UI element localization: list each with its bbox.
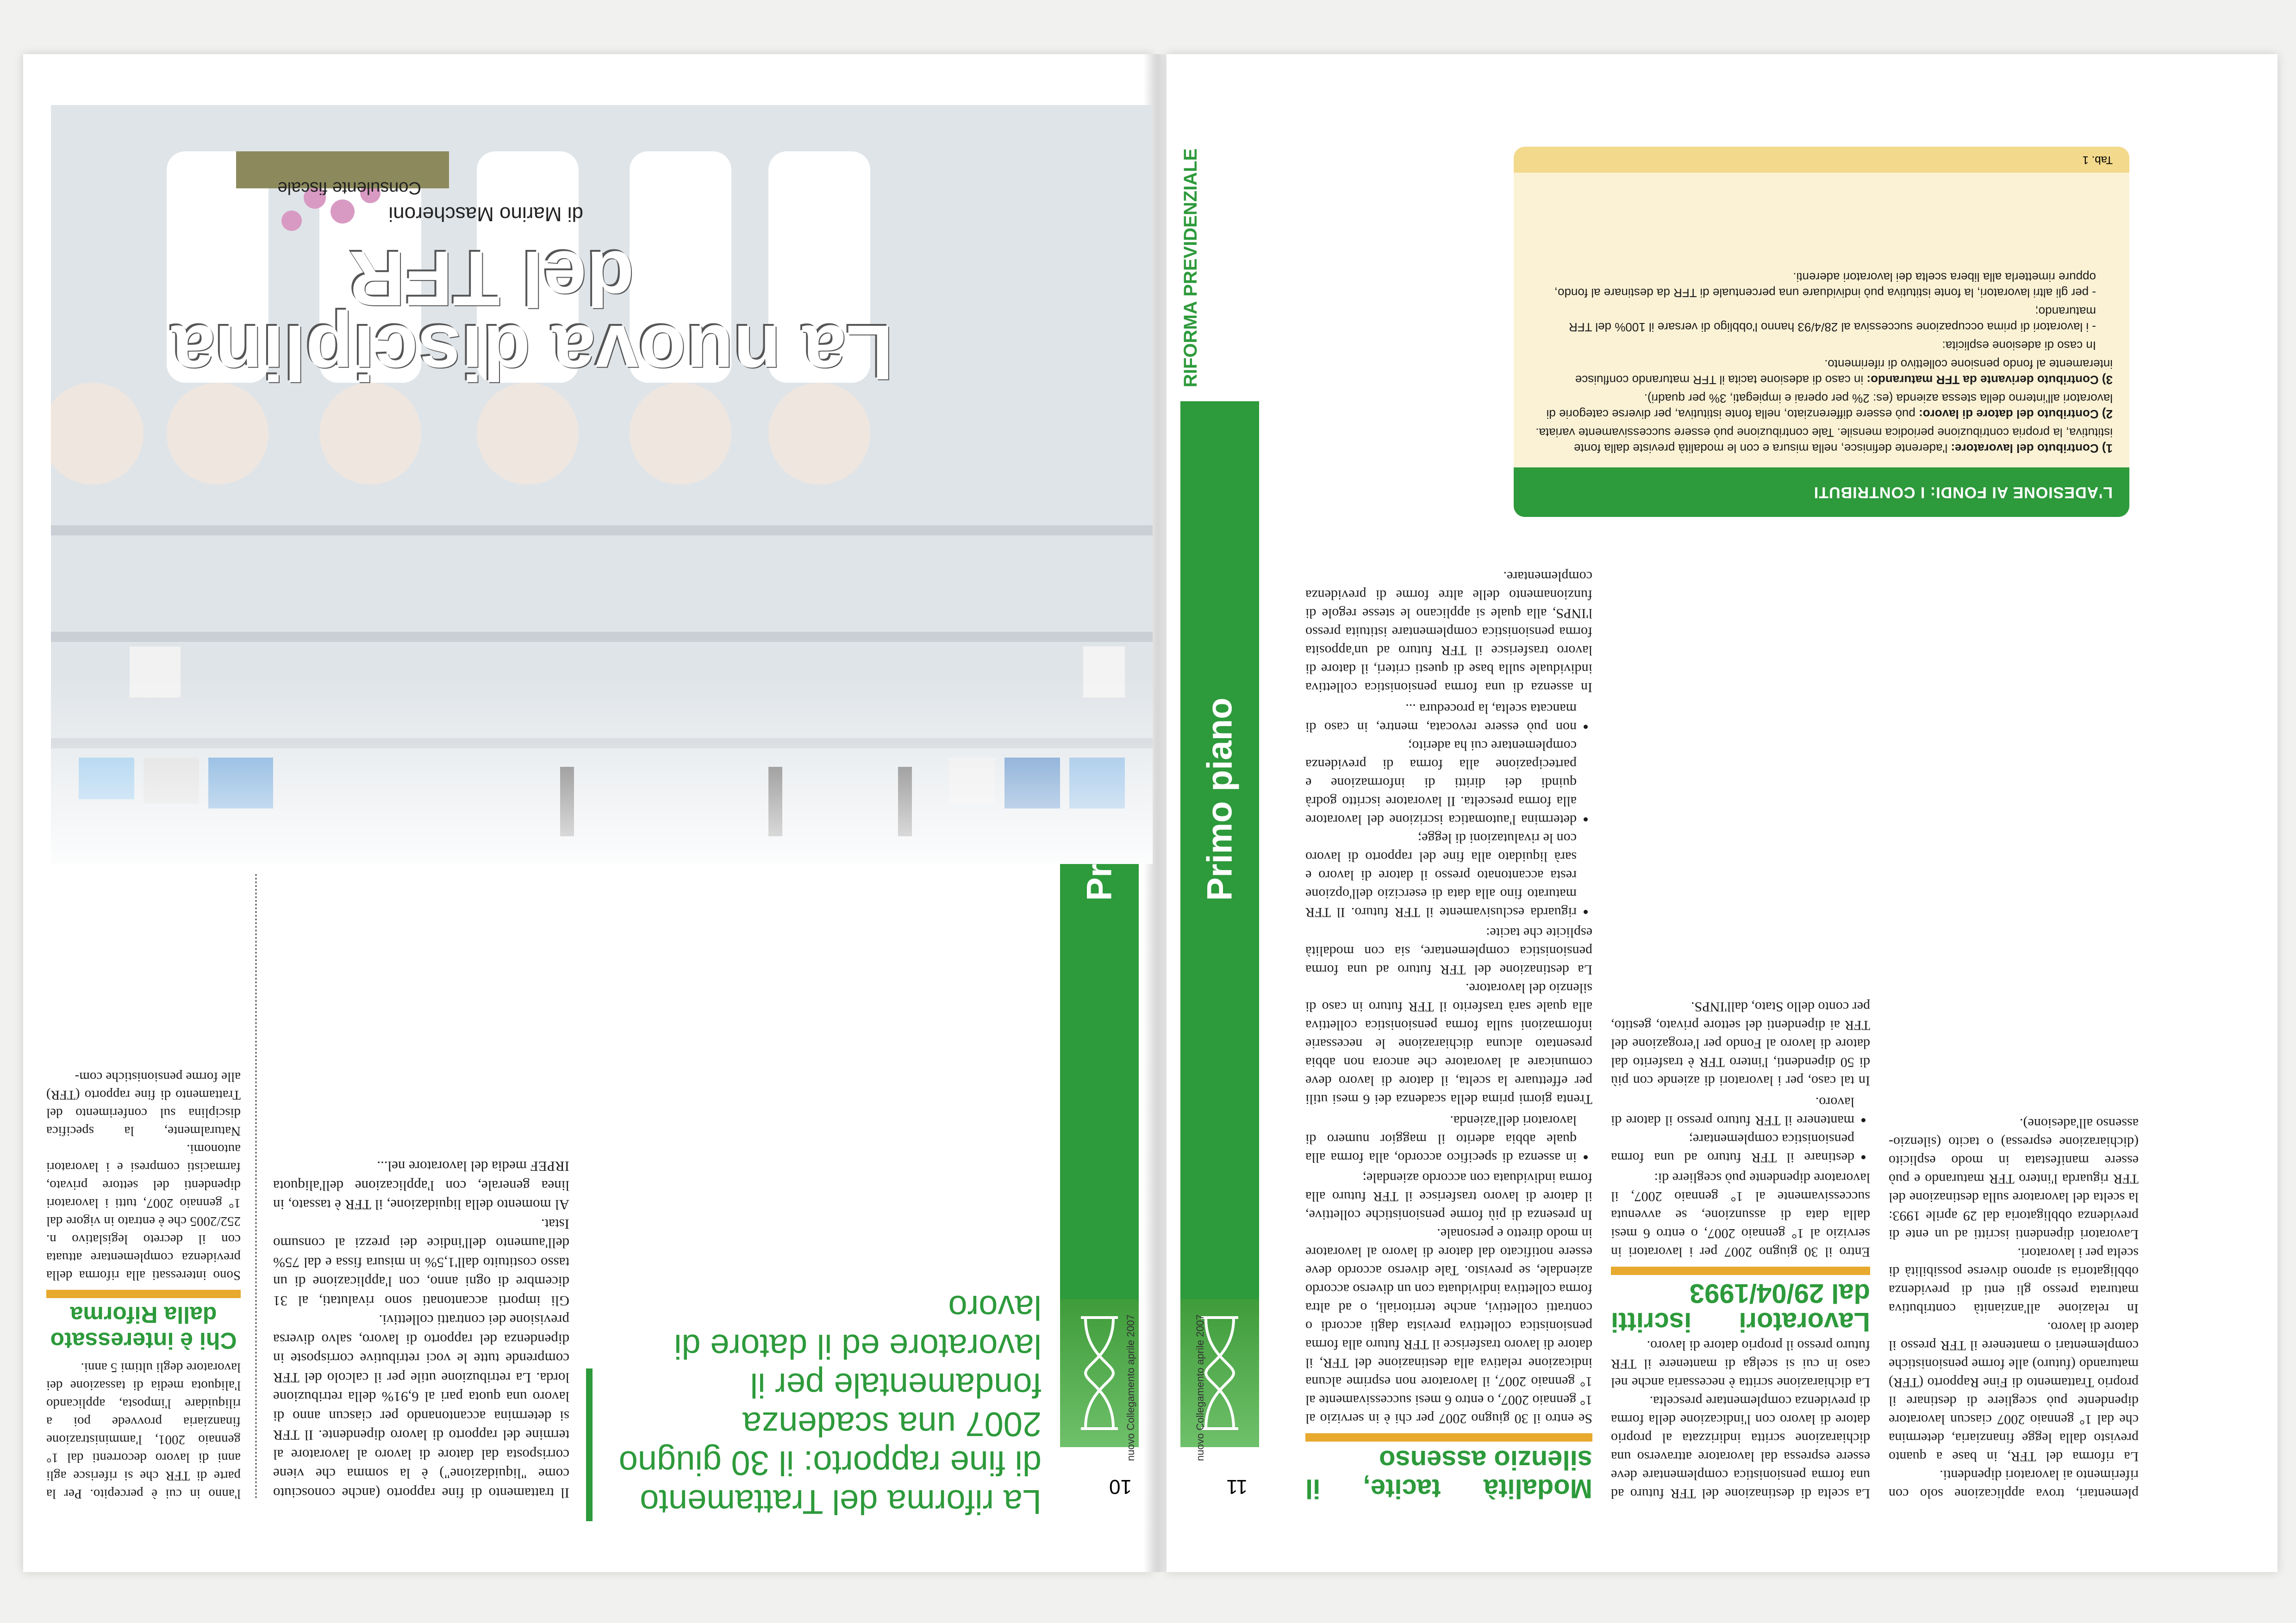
paragraph: La riforma del TFR, in base a quanto previsto dalla legge finanziaria, determina che dal 1° gennaio 2007 ciascun lavoratore dipendente può scegliere di destinare il proprio Trattamento di Fine Rapporto (TFR) maturando (futuro) alle forme pensionistiche complementari o mantenere il TFR presso il datore di lavoro. (1889, 1319, 2139, 1464)
paragraph: Entro il 30 giugno 2007 per i lavoratori in servizio al 1° gennaio 2007, o entro 6 mesi dalla data di assunzione, se avvenuta successivamente al 1° gennaio 2007, il lavoratore dipendente può scegliere di: (1611, 1170, 1870, 1260)
box-body (1514, 269, 2129, 467)
paragraph: La scelta di destinazione del TFR futuro ad una forma pensionistica complementare deve essere espressa dal lavoratore attraverso una dichiarazione scritta indirizzata al proprio datore di lavoro con l'indicazione della forma di previdenza complementare prescelta. (1611, 1393, 1870, 1501)
section-title: Primo piano (1200, 697, 1240, 901)
subtitle: La riforma del Trattamento di fine rapporto: il 30 giugno 2007 una scadenza fondamentale per il lavoratore ed il datore di lavoro (618, 1288, 1042, 1521)
running-head: nuovo Collegamento aprile 2007 (1194, 1314, 1206, 1461)
section-heading: Chi è interessato dalla Riforma (46, 1290, 241, 1354)
box-item-text: l'aderente definisce, nella misura e con le modalità previste dalla fonte istitutiva, la propria contribuzione periodica mensile. Tale contribuzione può essere successivamente variata. (1535, 426, 2113, 455)
hourglass-icon (1076, 1313, 1123, 1433)
box-bullet-text: i lavoratori di prima occupazione successiva al 28/4/93 hanno l'obbligo di versare il 100% del TFR maturando; (1569, 305, 2096, 334)
paragraph: l'anno in cui è percepito. Per la parte di TFR che si riferisce agli anni di lavoro decorrenti dal 1° gennaio 2001, l'amministrazione finanziaria provvede poi a riliquidare l'imposta, applicando l'aliquota media di tassazione dei lavoratore degli ultimi 5 anni. (46, 1360, 241, 1501)
contributions-table-box (1514, 147, 2129, 517)
column-divider (255, 873, 257, 1498)
article-title-line1: La nuova disciplina (171, 309, 893, 396)
list-item: • destinare il TFR futuro ad una forma pensionistica complementare; (1611, 1130, 1854, 1167)
article-col-1 (273, 1157, 569, 1503)
paragraph: Sono interessati alla riforma della previdenza complementare attuata con il decreto legislativo n. 252/2005 che è entrato in vigore dal 1° gennaio 2007, tutti i lavoratori dipendenti del settore privato, farmacisti compresi e i lavoratori autonomi. (46, 1142, 241, 1283)
section-label: RIFORMA PREVIDENZIALE (1180, 148, 1201, 387)
pharmacy-photo (51, 105, 1153, 864)
section-bar (1180, 401, 1259, 1447)
section-heading: Lavoratori iscritti dal 29/04/1993 (1611, 1267, 1870, 1336)
bullet-list (1305, 1111, 1592, 1167)
article-col-continued (1889, 1114, 2139, 1503)
pharmacy-staff-image (51, 105, 1153, 864)
box-item-text: può essere differenziato, nella fonte istitutiva, per diverse categorie di lavoratori all'interno della stessa azienda (es: 2% per operai e impiegati, 3% per quadri). (1546, 392, 2113, 421)
box-item (1530, 356, 2113, 388)
box-footer: Tab. 1 (1514, 147, 2129, 173)
article-col-silenzio (1305, 567, 1592, 1503)
paragraph: Lavoratori dipendenti iscritti ad un ente di previdenza obbligatoria dal 29 aprile 1993: la scelta del lavoratore sulla destinazione del TFR riguarda l'intero TFR maturando e può essere manifestata in modo esplicito (dichiarazione espressa) o tacito (silenzio-assenso all'adesione). (1889, 1116, 2139, 1242)
box-item-text: in caso di adesione tacita il TFR maturando confluisce interamente al fondo pensione collettivo di riferimento. (1575, 357, 2113, 387)
list-item: • non può essere revocata, mentre, in caso di mancata scelta, la procedura ... (1305, 699, 1577, 736)
running-head: nuovo Collegamento aprile 2007 (1125, 1314, 1136, 1461)
paragraph: Naturalmente, la specifica disciplina sul conferimento del Trattamento di fine rapporto (TFR) alle forme pensionistiche com- (46, 1070, 241, 1138)
box-item-label: 1) Contributo del lavoratore: (1951, 442, 2113, 455)
box-item (1530, 425, 2113, 456)
section-heading: Modalità tacite, il silenzio assenso (1305, 1433, 1592, 1503)
page-number: 11 (1226, 1475, 1248, 1498)
bullet-list (1611, 1093, 1870, 1167)
paragraph: Gli importi accantonati sono rivalutati, al 31 dicembre di ogni anno, con l'applicazione di un tasso costituito dall'1,5% in misura fissa e dal 75% dell'aumento dell'indice dei prezzi al consumo Istat. (273, 1216, 569, 1309)
byline: di Marino Mascheroni (388, 203, 583, 225)
paragraph: In relazione all'anzianità contributiva maturata presso gli enti di previdenza obbligatoria si aprono diverse possibilità di scelta per i lavoratori. (1889, 1245, 2139, 1316)
list-item: • mantenere il TFR futuro presso il datore di lavoro. (1611, 1093, 1854, 1130)
paragraph: La destinazione del TFR futuro ad una forma pensionistica complementare, sia con modalità esplicite che tacite: (1305, 925, 1592, 977)
box-bullet-text: per gli altri lavoratori, la fonte istitutiva può individuare una percentuale di TFR da destinare al fondo, oppure rimetterla alla libera scelta dei lavoratori aderenti. (1554, 270, 2096, 300)
paragraph: In presenza di più forme pensionistiche collettive, il datore di lavoro trasferisce il TFR futuro alla forma individuata con accordo aziendale; (1305, 1170, 1592, 1223)
paragraph: La dichiarazione scritta è necessaria anche nel caso in cui si scelga di mantenere il TFR futuro presso il proprio datore di lavoro. (1611, 1338, 1870, 1390)
list-item: • determina l'automatica iscrizione del lavoratore alla forma prescelta. Il lavoratore iscritto godrà quindi dei diritti di informazione e partecipazione alla forma di previdenza complementare cui ha aderito; (1305, 736, 1577, 829)
page-number: 10 (1109, 1475, 1132, 1498)
article-col-2 (46, 1068, 241, 1503)
box-title: L'ADESIONE AI FONDI: I CONTRIBUTI (1514, 467, 2129, 517)
box-bullet: - i lavoratori di prima occupazione successiva al 28/4/93 hanno l'obbligo di versare il 100% del TFR maturando; (1569, 305, 2096, 334)
paragraph: In tal caso, per i lavoratori di aziende con più di 50 dipendenti, l'intero TFR è trasferito dal datore di lavoro al Fondo per l'erogazione del TFR ai dipendenti del settore privato, gestito, per conto dello Stato, dall'INPS. (1611, 999, 1870, 1088)
article-col-modalita (1611, 997, 1870, 1503)
bullet-list (1305, 699, 1592, 921)
paragraph: Il trattamento di fine rapporto (anche conosciuto come "liquidazione") è la somma che viene corrisposta dal datore di lavoro al lavoratore al termine del rapporto di lavoro dipendente. Il TFR si determina accantonando per ciascun anno di lavoro una quota pari al 6,91% della retribuzione lorda. La retribuzione utile per il calcolo del TFR comprende tutte le voci retributive corrisposte in dipendenza del rapporto di lavoro, salvo diversa previsione dei contratti collettivi. (273, 1312, 569, 1501)
box-item (1530, 391, 2113, 422)
subtitle-rule (586, 1368, 593, 1521)
paragraph: plementari, trova applicazione solo con riferimento ai lavoratori dipendenti. (1889, 1468, 2139, 1501)
page-11 (1167, 54, 2277, 1572)
box-subheading: In caso di adesione esplicita: (1942, 339, 2096, 353)
byline-role: Consulente fiscale (277, 178, 421, 198)
paragraph: Al momento della liquidazione, il TFR è tassato, in linea generale, con l'applicazione dell'aliquota IRPEF media del lavoratore nel... (273, 1158, 569, 1213)
list-item: • in assenza di specifico accordo, alla forma alla quale abbia aderito il maggior numero di lavoratori dell'azienda. (1305, 1111, 1577, 1167)
section-tab (1180, 1299, 1259, 1447)
box-item-label: 2) Contributo del datore di lavoro: (1919, 407, 2113, 421)
paragraph: Trenta giorni prima della scadenza dei 6 mesi utili per effettuare la scelta, il datore di lavoro deve comunicare al lavoratore che ancora non abbia presentato alcuna dichiarazione le necessarie informazioni sulla forma pensionistica collettiva alla quale sarà trasferito il TFR futuro in caso di silenzio del lavoratore. (1305, 981, 1592, 1107)
article-title-line2: del TFR (349, 235, 634, 322)
box-item-label: 3) Contributo derivante da TFR maturando: (1866, 373, 2113, 387)
paragraph: Se entro il 30 giugno 2007 per chi è in servizio al 1° gennaio 2007, o entro 6 mesi successivamente al 1° gennaio 2007, il lavoratore non esprime alcuna indicazione relativa alla destinazione del TFR, il datore di lavoro trasferisce il TFR futuro alla forma pensionistica collettiva prevista dagli accordi o contratti collettivi, anche territoriali, o ad altra forma collettiva individuata con un diverso accordo aziendale, se previsto. Tale diverso accordo deve essere notificato dal datore di lavoro al lavoratore in modo diretto e personale. (1305, 1226, 1592, 1426)
list-item: • riguarda esclusivamente il TFR futuro. Il TFR maturato fino alla data di esercizio dell'opzione resta accantonato presso il datore di lavoro e sarà liquidato alla fine del rapporto di lavoro con le rivalutazioni di legge; (1305, 829, 1577, 921)
box-bullet: - per gli altri lavoratori, la fonte istitutiva può individuare una percentuale di TFR da destinare al fondo, oppure rimetterla alla libera scelta dei lavoratori aderenti. (1554, 270, 2096, 300)
paragraph: In assenza di una forma pensionistica collettiva individuale sulla base di questi criteri, il datore di lavoro trasferisce il TFR futuro ad un'apposita forma pensionistica complementare istituita presso l'INPS, alla quale si applicano le stesse regole di funzionamento delle altre forme di previdenza complementare. (1305, 569, 1592, 695)
